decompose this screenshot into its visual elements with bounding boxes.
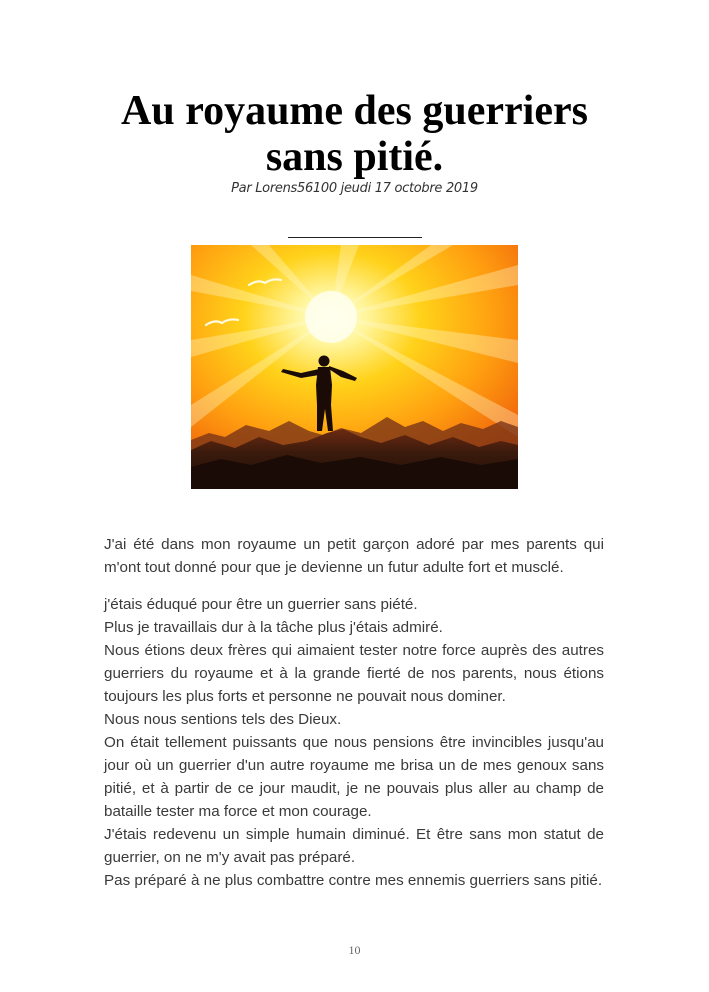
sunrise-photo <box>191 245 518 489</box>
paragraph-5: Nous nous sentions tels des Dieux. <box>104 711 342 728</box>
paragraph-2: j'étais éduqué pour être un guerrier sans piété. <box>104 596 418 613</box>
article-body <box>104 533 604 892</box>
page-title <box>0 88 709 180</box>
paragraph-7: J'étais redevenu un simple humain diminué. Et être sans mon statut de guerrier, on ne m'y avait pas préparé. <box>104 826 604 866</box>
title-line-1: Au royaume des guerriers <box>121 88 588 134</box>
divider-rule <box>288 237 422 238</box>
paragraph-8: Pas préparé à ne plus combattre contre mes ennemis guerriers sans pitié. <box>104 872 603 889</box>
paragraph-6: On était tellement puissants que nous pensions être invincibles jusqu'au jour où un guerrier d'un autre royaume me brisa un de mes genoux sans pitié, et à partir de ce jour maudit, je ne pouvais plus aller au champ de bataille tester ma force et mon courage. <box>104 734 604 820</box>
paragraph-4: Nous étions deux frères qui aimaient tester notre force auprès des autres guerriers du royaume et à la grande fierté de nos parents, nous étions toujours les plus forts et personne ne pouvait nous dominer. <box>104 642 604 705</box>
paragraph-1: J'ai été dans mon royaume un petit garçon adoré par mes parents qui m'ont tout donné pour que je devienne un futur adulte fort et musclé. <box>104 536 604 576</box>
byline: Par Lorens56100 jeudi 17 octobre 2019 <box>231 181 478 196</box>
page-number: 10 <box>348 943 361 957</box>
paragraph-3: Plus je travaillais dur à la tâche plus j'étais admiré. <box>104 619 443 636</box>
title-line-2: sans pitié. <box>265 134 444 180</box>
